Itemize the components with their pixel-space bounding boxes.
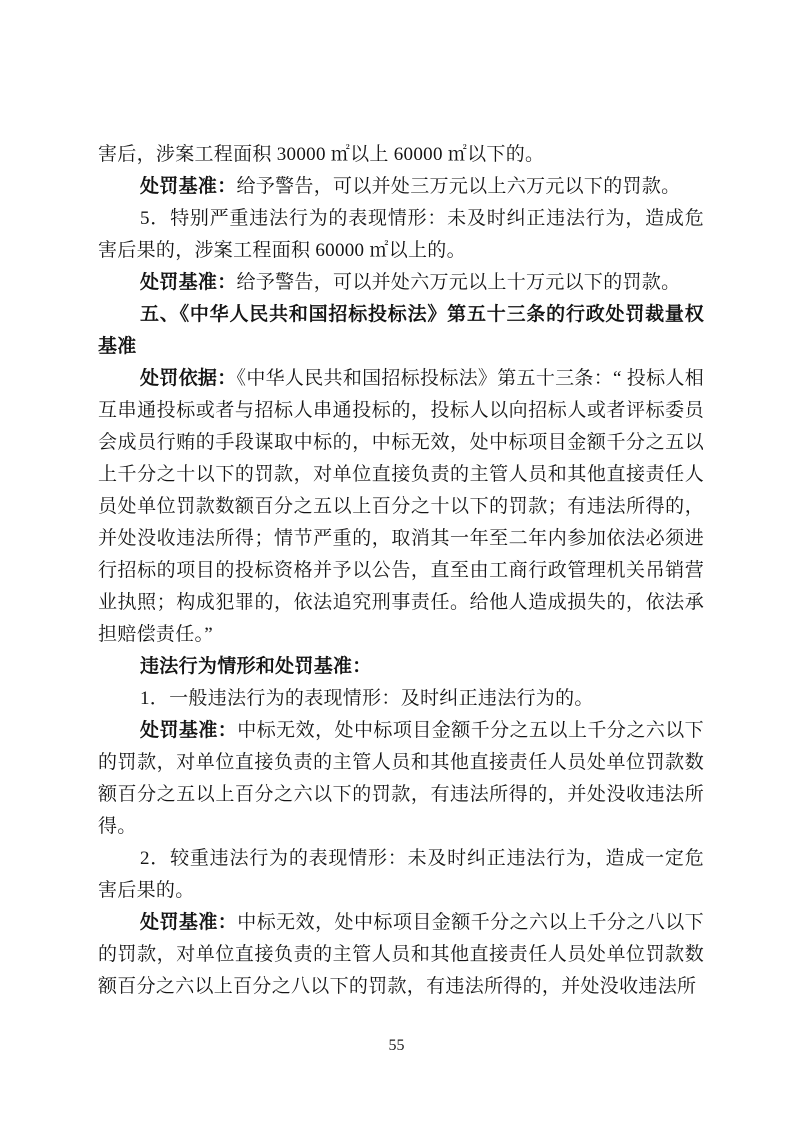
penalty-standard-paragraph	[98, 715, 704, 843]
penalty-standard-paragraph	[98, 171, 704, 203]
document-body	[98, 139, 704, 1003]
violation-item-1	[98, 683, 704, 715]
page-number: 55	[388, 1037, 405, 1054]
penalty-standard-paragraph	[98, 267, 704, 299]
paragraph-text: 5．特别严重违法行为的表现情形：未及时纠正违法行为，造成危害后果的，涉案工程面积 60000 ㎡以上的。	[98, 208, 704, 261]
penalty-standard-paragraph	[98, 907, 704, 1003]
penalty-basis-label: 处罚依据：	[140, 368, 237, 389]
penalty-standard-label: 处罚基准：	[140, 272, 237, 293]
penalty-standard-label: 处罚基准：	[140, 176, 237, 197]
paragraph-text: 1．一般违法行为的表现情形：及时纠正违法行为的。	[140, 688, 594, 709]
subsection-heading	[98, 651, 704, 683]
subsection-heading-text: 违法行为情形和处罚基准：	[140, 656, 372, 677]
paragraph-continuation	[98, 139, 704, 171]
penalty-standard-label: 处罚基准：	[140, 720, 238, 741]
violation-item-5	[98, 203, 704, 267]
section-heading-text: 五、《中华人民共和国招标投标法》第五十三条的行政处罚裁量权基准	[98, 304, 704, 357]
paragraph-text: 害后，涉案工程面积 30000 ㎡以上 60000 ㎡以下的。	[98, 144, 545, 165]
section-heading	[98, 299, 704, 363]
paragraph-text: 2．较重违法行为的表现情形：未及时纠正违法行为，造成一定危害后果的。	[98, 848, 704, 901]
penalty-basis-paragraph	[98, 363, 704, 651]
paragraph-text: 中标无效，处中标项目金额千分之五以上千分之六以下的罚款，对单位直接负责的主管人员和其他直接责任人员处单位罚款数额百分之五以上百分之六以下的罚款，有违法所得的，并处没收违法所得。	[98, 720, 704, 837]
paragraph-text: 《中华人民共和国招标投标法》第五十三条：“ 投标人相互串通投标或者与招标人串通投标的，投标人以向招标人或者评标委员会成员行贿的手段谋取中标的，中标无效，处中标项目金额千分之五以上千分之十以下的罚款，对单位直接负责的主管人员和其他直接责任人员处单位罚款数额百分之五以上百分之十以下的罚款；有违法所得的，并处没收违法所得；情节严重的，取消其一年至二年内参加依法必须进行招标的项目的投标资格并予以公告，直至由工商行政管理机关吊销营业执照；构成犯罪的，依法追究刑事责任。给他人造成损失的，依法承担赔偿责任。”	[98, 368, 704, 645]
paragraph-text: 中标无效，处中标项目金额千分之六以上千分之八以下的罚款，对单位直接负责的主管人员和其他直接责任人员处单位罚款数额百分之六以上百分之八以下的罚款，有违法所得的，并处没收违法所	[98, 912, 704, 997]
penalty-standard-label: 处罚基准：	[140, 912, 238, 933]
paragraph-text: 给予警告，可以并处六万元以上十万元以下的罚款。	[236, 272, 681, 293]
paragraph-text: 给予警告，可以并处三万元以上六万元以下的罚款。	[236, 176, 681, 197]
violation-item-2	[98, 843, 704, 907]
